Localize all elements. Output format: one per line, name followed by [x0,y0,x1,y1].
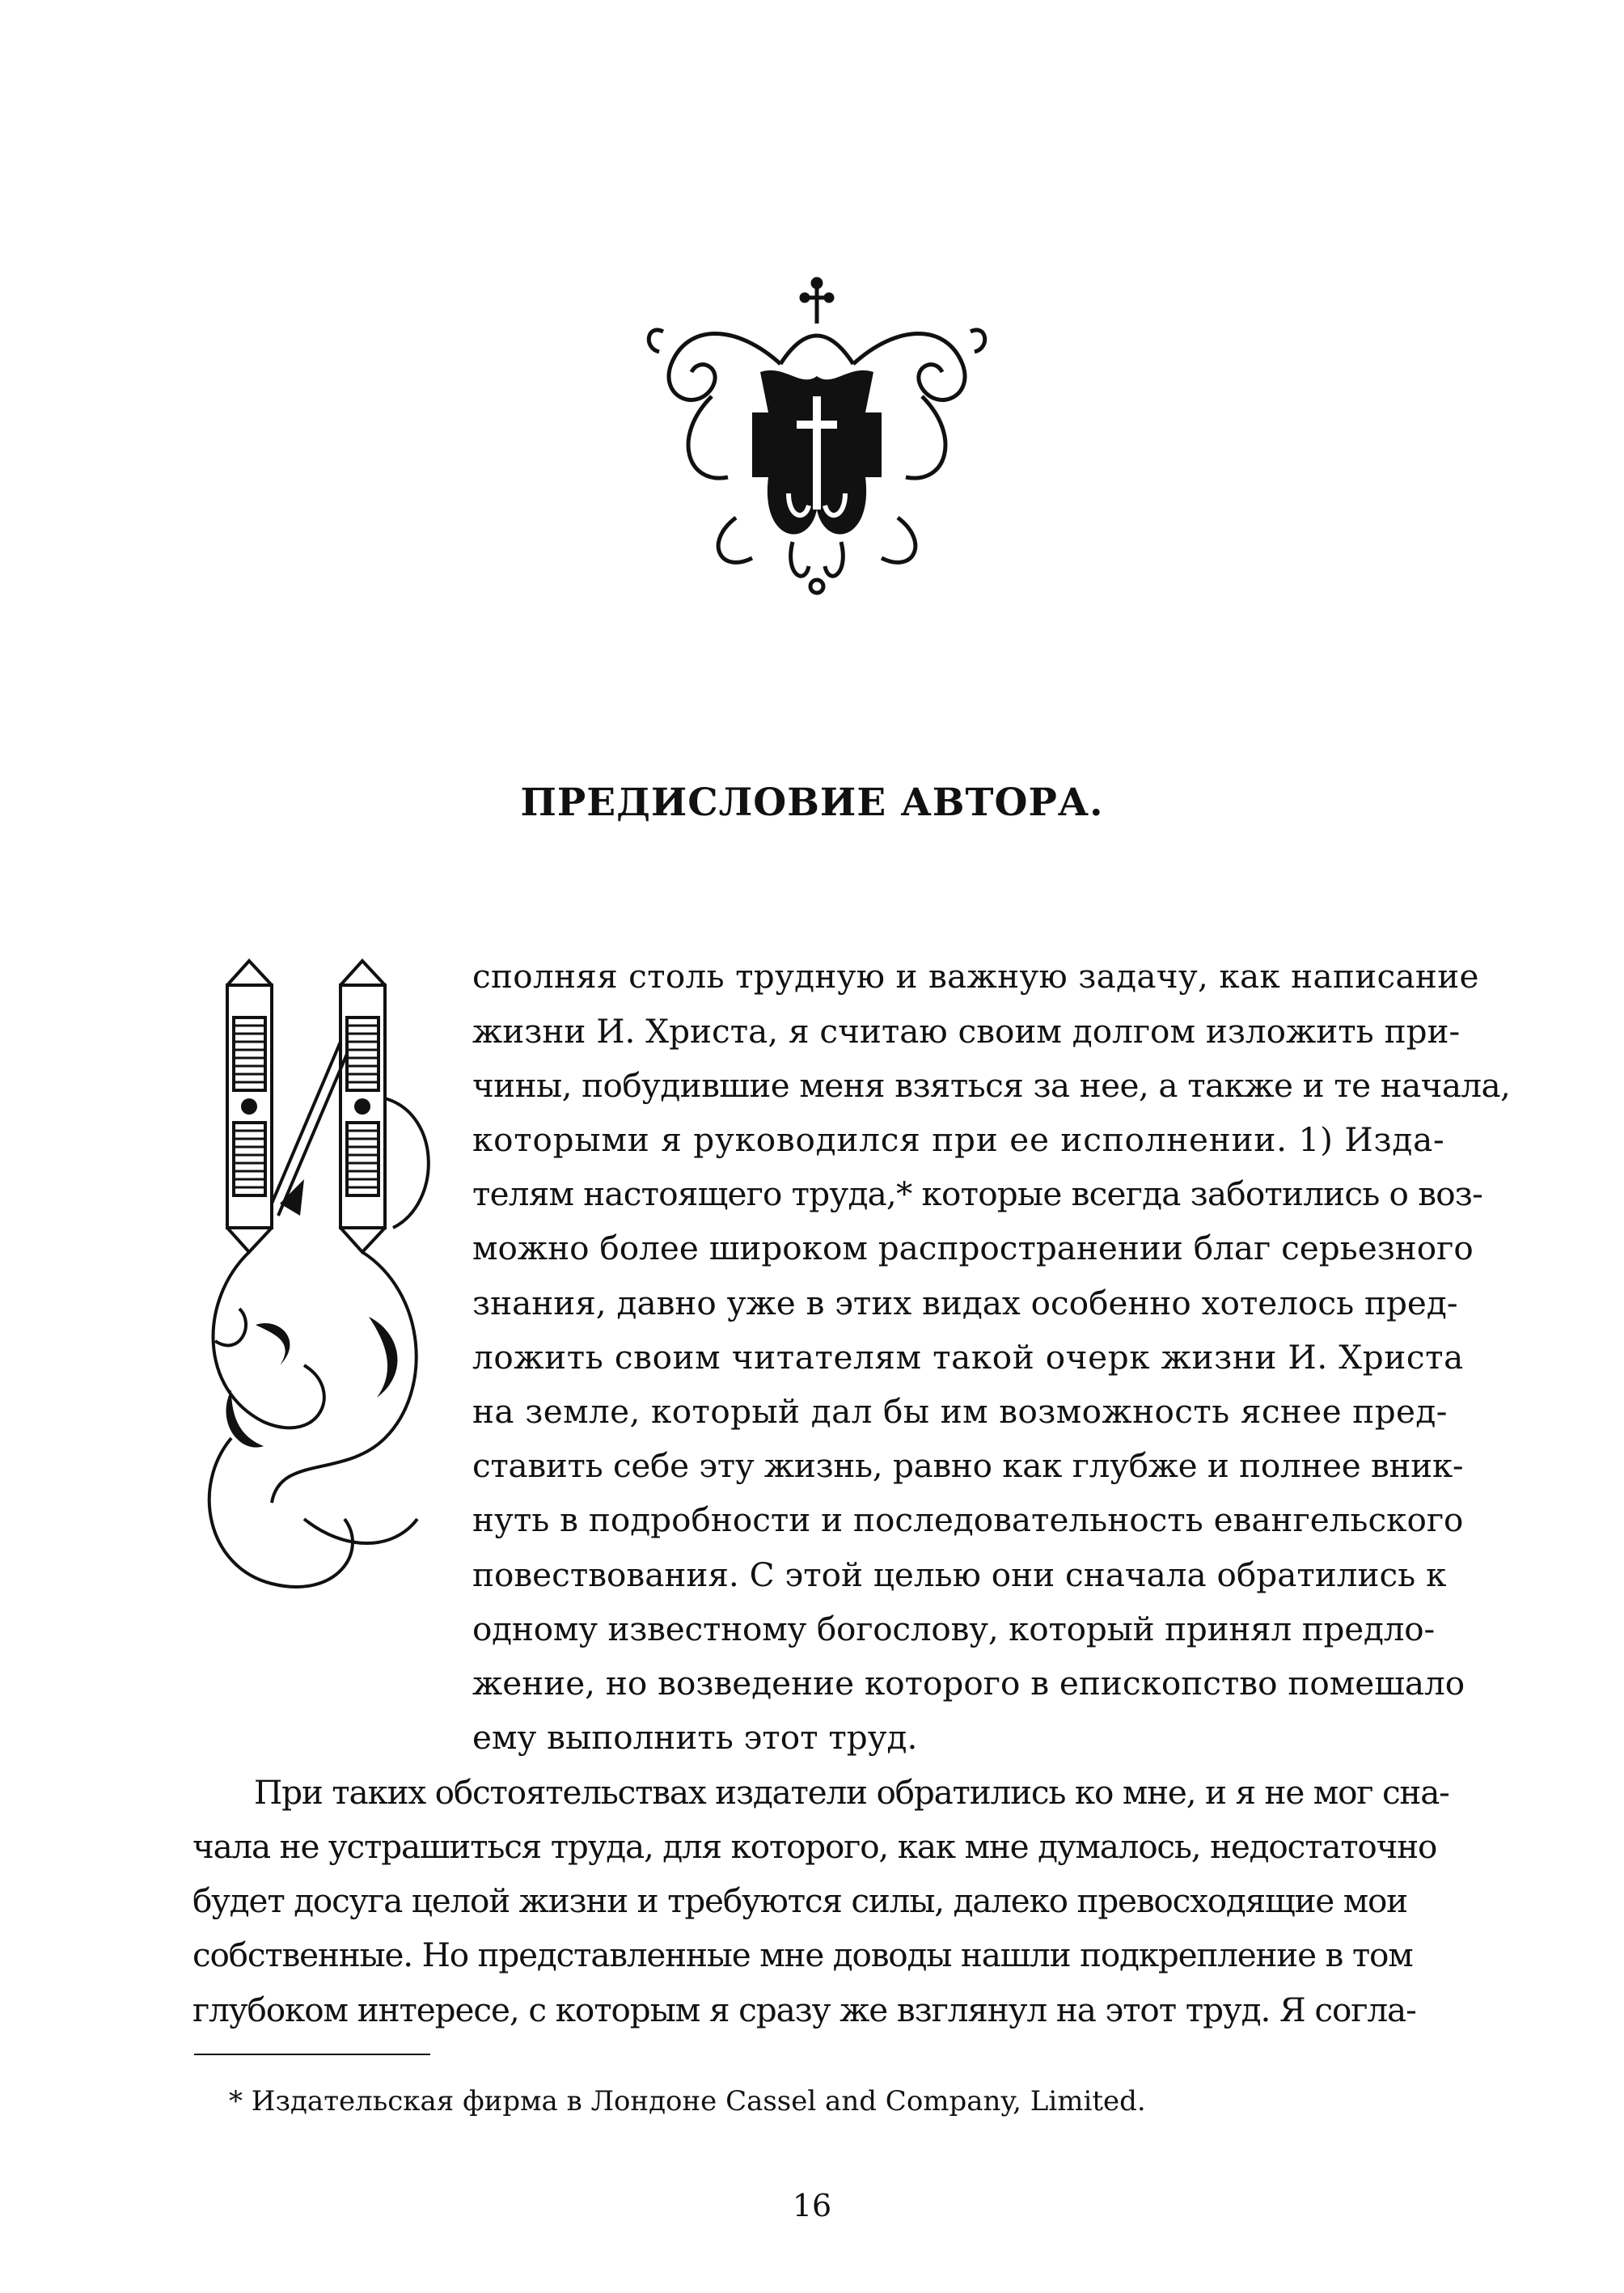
paragraph-line: можно более широком распространении благ серьезного [472,1229,1474,1267]
paragraph-line: чины, побудившие меня взяться за нее, а также и те начала, [472,1066,1511,1105]
paragraph-line: ему выполнить этот труд. [472,1718,918,1757]
paragraph-line: на земле, который дал бы им возможность яснее пред- [472,1392,1448,1431]
paragraph-line: ложить своим читателям такой очерк жизни И. Христа [472,1338,1464,1377]
paragraph-line: собственные. Но представленные мне доводы нашли подкрепление в том [192,1936,1413,1974]
paragraph-line: чала не устрашиться труда, для которого, как мне думалось, недостаточно [192,1827,1437,1866]
chapter-title: ПРЕДИСЛОВИЕ АВТОРА. [520,781,1104,825]
paragraph-line: одному известному богослову, который принял предло- [472,1610,1435,1648]
paragraph-line: повествования. С этой целью они сначала обратились к [472,1555,1447,1594]
paragraph-line: телям настоящего труда,* которые всегда заботились о воз- [472,1174,1482,1213]
paragraph-line: жение, но возведение которого в епископство помешало [472,1664,1465,1703]
paragraph-line: ставить себе эту жизнь, равно как глубже и полнее вник- [472,1446,1464,1485]
paragraph-line: знания, давно уже в этих видах особенно хотелось пред- [472,1284,1458,1322]
paragraph-line: сполняя столь трудную и важную задачу, как написание [472,957,1479,996]
footnote: * Издательская фирма в Лондоне Cassel and Company, Limited. [229,2085,1146,2117]
headpiece-ornament [639,275,995,599]
footnote-divider [194,2054,430,2055]
page-number: 16 [792,2188,832,2223]
paragraph-line: глубоком интересе, с которым я сразу же взглянул на этот труд. Я согла- [192,1991,1416,2029]
paragraph-line: будет досуга целой жизни и требуются силы, далеко превосходящие мои [192,1881,1407,1920]
ornamental-initial-icon [183,937,450,1624]
paragraph-line: жизни И. Христа, я считаю своим долгом изложить при- [472,1012,1461,1051]
paragraph-line: которыми я руководился при ее исполнении. 1) Изда- [472,1120,1445,1159]
paragraph-line: При таких обстоятельствах издатели обратились ко мне, и я не мог сна- [254,1773,1449,1812]
paragraph-line: нуть в подробности и последовательность евангельского [472,1500,1464,1539]
